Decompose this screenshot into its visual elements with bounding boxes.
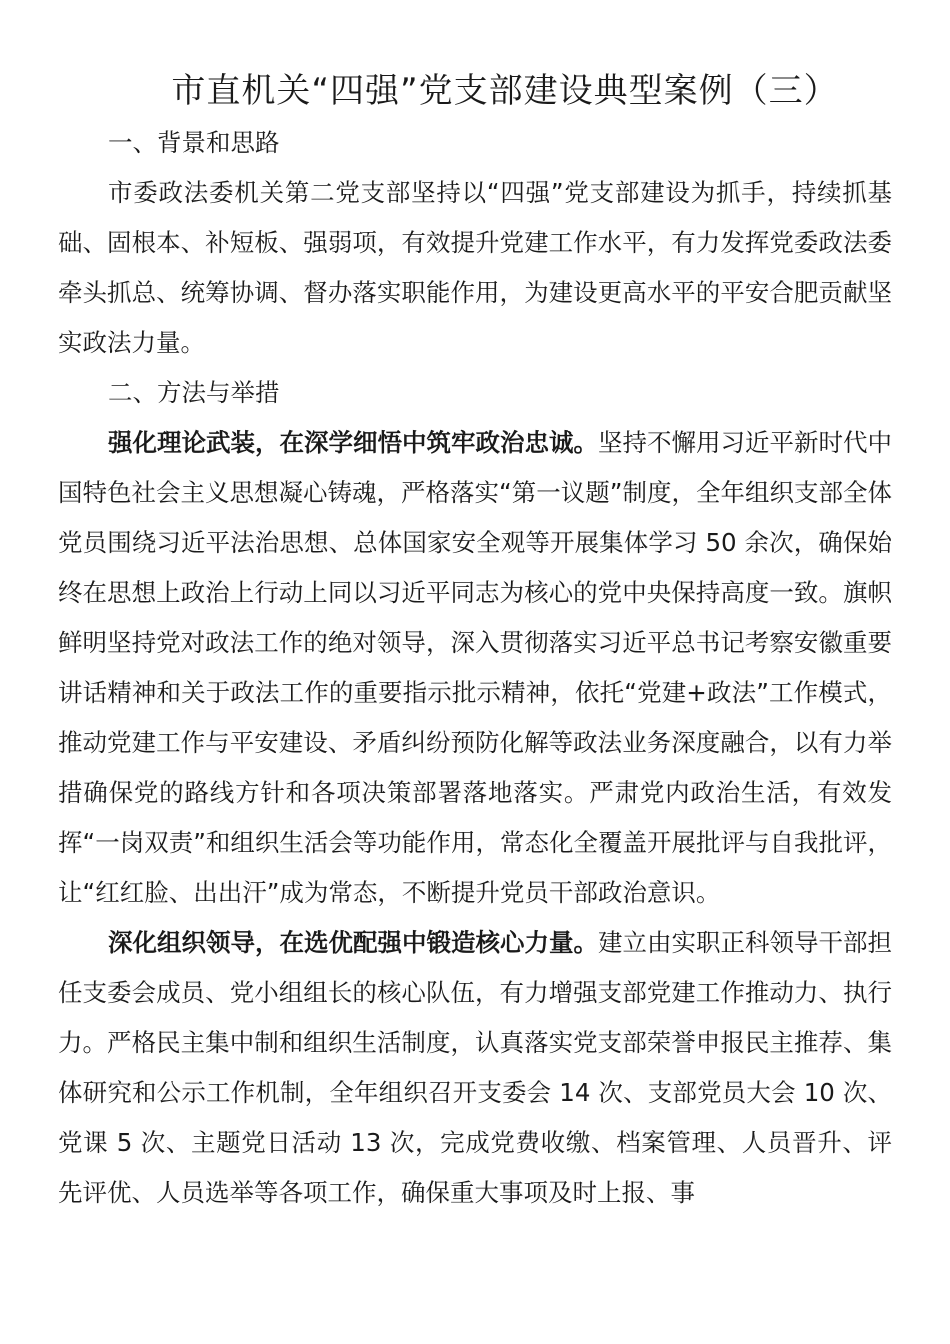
paragraph-lead: 强化理论武装，在深学细悟中筑牢政治忠诚。 [108,428,598,457]
section-background [58,118,892,368]
section-heading: 二、方法与举措 [108,378,280,407]
paragraph [58,168,892,368]
paragraph [58,418,892,918]
paragraph-lead: 深化组织领导，在选优配强中锻造核心力量。 [108,928,598,957]
paragraph [58,918,892,1218]
paragraph-text: 坚持不懈用习近平新时代中国特色社会主义思想凝心铸魂，严格落实“第一议题”制度，全年组织支部全体党员围绕习近平法治思想、总体国家安全观等开展集体学习 50 余次，确保始终在思想上政治上行动上同以习近平同志为核心的党中央保持高度一致。旗帜鲜明坚持党对政法工作的绝对领导，深入贯彻落实习近平总书记考察安徽重要讲话精神和关于政法工作的重要指示批示精神，依托“党建+政法”工作模式，推动党建工作与平安建设、矛盾纠纷预防化解等政法业务深度融合，以有力举措确保党的路线方针和各项决策部署落地落实。严肃党内政治生活，有效发挥“一岗双责”和组织生活会等功能作用，常态化全覆盖开展批评与自我批评，让“红红脸、出出汗”成为常态，不断提升党员干部政治意识。 [58,428,892,907]
section-heading: 一、背景和思路 [108,128,280,157]
document-title: 市直机关“四强”党支部建设典型案例（三） [171,71,839,111]
paragraph-text: 市委政法委机关第二党支部坚持以“四强”党支部建设为抓手，持续抓基础、固根本、补短板、强弱项，有效提升党建工作水平，有力发挥党委政法委牵头抓总、统筹协调、督办落实职能作用，为建设更高水平的平安合肥贡献坚实政法力量。 [58,178,892,357]
paragraph-text: 建立由实职正科领导干部担任支委会成员、党小组组长的核心队伍，有力增强支部党建工作推动力、执行力。严格民主集中制和组织生活制度，认真落实党支部荣誉申报民主推荐、集体研究和公示工作机制，全年组织召开支委会 14 次、支部党员大会 10 次、党课 5 次、主题党日活动 13 次，完成党费收缴、档案管理、人员晋升、评先评优、人员选举等各项工作，确保重大事项及时上报、事 [58,928,892,1207]
document-body [58,118,892,1218]
section-methods [58,368,892,1218]
